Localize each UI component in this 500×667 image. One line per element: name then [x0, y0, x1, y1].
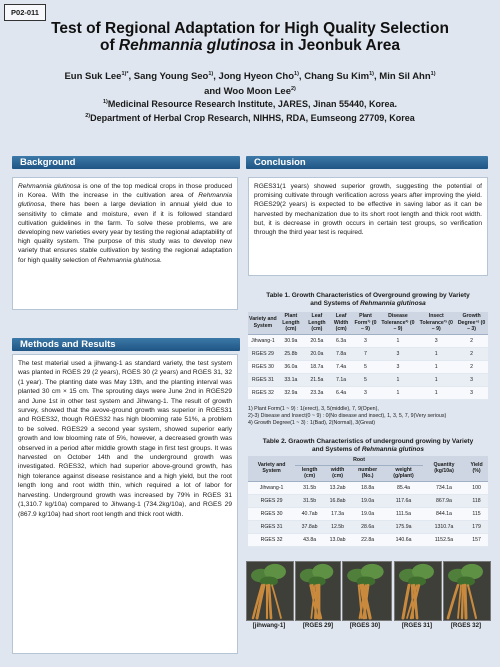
table1-header-cell: Variety and System [248, 312, 278, 334]
table2-variety-cell: RGES 31 [248, 520, 295, 533]
table-row [248, 360, 488, 373]
table2-cell: 175.9a [384, 520, 423, 533]
photo-label: [RGES 30] [349, 622, 381, 629]
table2-cell: 111.5a [384, 507, 423, 520]
table1-body [248, 334, 488, 399]
table1-cell: 1 [417, 373, 455, 386]
authors-line-1: Eun Suk Lee$^{1)*}$, Sang Young Seo$^{1)}$, Jong Hyeon Cho$^{1)}$, Chang Su Kim$^{1)}$, Min Sil Ahn$^{1)}$ [64, 71, 436, 83]
title-line-2-prefix: of [99, 37, 119, 54]
table1-cell: 2 [455, 347, 488, 360]
table-row [248, 386, 488, 399]
table1-cell: 23.3a [304, 386, 330, 399]
table-row [248, 507, 488, 520]
background-text-part: , there has been a large deviation in annual yield due to sensitivity to climate and moisture, even if it is followed standard cultivation guidelines in the farm. To solve these problems, we are developing new varieties every year by testing the regional adaptability of high quality system. The purpose of this study was to develop new variety that ensures stable cultivation by testing the regional adaptation for high quality selection of [18, 201, 232, 264]
affiliation-2-text: Department of Herbal Crop Research, NIHHS, RDA, Eumseong 27709, Korea [90, 113, 415, 123]
table2-cell: 734.1a [423, 481, 465, 494]
affiliation-1-text: Medicinal Resource Research Institute, JARES, Jinan 55440, Korea. [107, 99, 397, 109]
background-heading: Background [12, 156, 240, 169]
table1-cell: 20.5a [304, 334, 330, 347]
author-sup: 1) [369, 71, 375, 77]
table2-cell: 118 [465, 494, 488, 507]
table1-cell: 3 [378, 347, 417, 360]
table1-cell: 3 [352, 334, 378, 347]
table2-cell: 18.8a [351, 481, 384, 494]
table1-cell: 3 [417, 334, 455, 347]
root-photo [443, 561, 491, 621]
background-text-part: . [159, 256, 162, 264]
root-photo [246, 561, 294, 621]
table1-cell: 1 [378, 386, 417, 399]
title-line-2 [10, 37, 490, 54]
table2-cell: 19.0a [351, 494, 384, 507]
table1-header-cell: Leaf Length (cm) [304, 312, 330, 334]
background-text-part: is one of the top medical crops in those produced in Korea. With the increase in the cultivation area of [18, 183, 232, 200]
table1-variety-cell: RGES 32 [248, 386, 278, 399]
table1-cell: 7.8a [330, 347, 353, 360]
table2-caption-line-1: Table 2. Graowth Characteristics of underground growing by Variety [262, 438, 474, 445]
table1-cell: 20.0a [304, 347, 330, 360]
table1-cell: 3 [455, 373, 488, 386]
species-name: Rehmannia glutinosa [97, 256, 160, 264]
table2-cell: 1310.7a [423, 520, 465, 533]
table1-cell: 1 [378, 373, 417, 386]
table1-cell: 3 [352, 386, 378, 399]
table2-cell: 1152.5a [423, 533, 465, 546]
conclusion-text: RGES31(1 years) showed superior growth, suggesting the potential of promising cultivate through verification across years after improving the yield. RGES29(2 years) is expected to be effective in saving labor as it can be harvested by mechanization due to its short root length and thick root width. but, it is decrease in growth occurs in certain test groups, so verification through the third year test is required. [248, 177, 488, 276]
table2-header-quantity: Quantity (kg/10a) [423, 456, 465, 481]
table1-cell: 6.3a [330, 334, 353, 347]
root-photo [295, 561, 341, 621]
root-photo [342, 561, 392, 621]
table1-header-cell: Insect Tolerance³⁾ (0 – 9) [417, 312, 455, 334]
table1-header-cell: Disease Tolerance²⁾ (0 – 9) [378, 312, 417, 334]
table1-cell: 1 [378, 334, 417, 347]
table2-header-weight: weight (g/plant) [384, 465, 423, 481]
table2-cell: 31.5b [295, 481, 324, 494]
author-name: Chang Su Kim [304, 71, 370, 83]
table2-cell: 17.3a [324, 507, 351, 520]
table1-footnote-2: 2)-3) Disease and Insect(0 ~ 9) : 0(No disease and insect), 1, 3, 5, 7, 9(Very serious) [248, 413, 447, 419]
title-line-2-suffix: in Jeonbuk Area [275, 37, 400, 54]
table1-cell: 25.8b [278, 347, 304, 360]
table1-cell: 33.1a [278, 373, 304, 386]
table-row [248, 373, 488, 386]
table2-header-root-group: Root [295, 456, 423, 465]
table2-variety-cell: RGES 32 [248, 533, 295, 546]
author-sup: 1) [430, 71, 436, 77]
title-line-1: Test of Regional Adaptation for High Quality Selection [51, 20, 449, 37]
table2-cell: 140.6a [384, 533, 423, 546]
table2-header-length: length (cm) [295, 465, 324, 481]
authors-and: and [204, 86, 221, 98]
table1-caption-prefix: and Systems of [310, 300, 361, 307]
table1-variety-cell: RGES 31 [248, 373, 278, 386]
author-name: Eun Suk Lee [64, 71, 122, 83]
table1-caption-species: Rehmannia glutinosa [360, 300, 426, 307]
table2-cell: 157 [465, 533, 488, 546]
photo-label: [RGES 31] [401, 622, 433, 629]
table2 [248, 456, 488, 547]
table1-cell: 36.0a [278, 360, 304, 373]
table1-cell: 1 [417, 360, 455, 373]
table2-cell: 22.8a [351, 533, 384, 546]
author-sup: 1) [208, 71, 214, 77]
author-sup: 1) [294, 71, 299, 77]
table2-cell: 844.1a [423, 507, 465, 520]
table2-caption-line-2 [244, 446, 492, 454]
author-name: Jong Hyeon Cho [218, 71, 295, 83]
root-photo [394, 561, 442, 621]
table-row [248, 520, 488, 533]
table1-variety-cell: Jihwang-1 [248, 334, 278, 347]
table1-header-row [248, 312, 488, 334]
photo-label: [jihwang-1] [252, 622, 286, 629]
table1-header-cell: Plant Length (cm) [278, 312, 304, 334]
table2-cell: 100 [465, 481, 488, 494]
table1-cell: 32.9a [278, 386, 304, 399]
conclusion-heading: Conclusion [246, 156, 488, 169]
table2-variety-cell: RGES 29 [248, 494, 295, 507]
table1-header-cell: Growth Degree⁴⁾ (0 – 3) [455, 312, 488, 334]
table-row [248, 334, 488, 347]
photo-label: [RGES 29] [302, 622, 334, 629]
affiliation-2-sup: 2) [85, 113, 91, 119]
table1 [248, 312, 488, 400]
table1-variety-cell: RGES 30 [248, 360, 278, 373]
table1-footnotes [248, 406, 492, 427]
table1-cell: 7.4a [330, 360, 353, 373]
species-name: Rehmannia glutinosa [18, 192, 232, 209]
table2-cell: 115 [465, 507, 488, 520]
table2-header-width: width (cm) [324, 465, 351, 481]
table2-variety-cell: RGES 30 [248, 507, 295, 520]
table2-variety-cell: Jihwang-1 [248, 481, 295, 494]
title-species: Rehmannia glutinosa [118, 37, 276, 54]
author-name: Sang Young Seo [133, 71, 209, 83]
table2-cell: 19.0a [351, 507, 384, 520]
table-row [248, 347, 488, 360]
table1-cell: 1 [417, 347, 455, 360]
table1-caption-line-2 [244, 300, 492, 308]
table1-footnote-1: 1) Plant Form(1 ~ 9) : 1(erect), 3, 5(middle), 7, 9(Open), [248, 406, 379, 412]
table1-cell: 7.1a [330, 373, 353, 386]
table1-cell: 5 [352, 373, 378, 386]
table2-cell: 179 [465, 520, 488, 533]
affiliation-2 [10, 110, 490, 124]
table2-cell: 37.8ab [295, 520, 324, 533]
table1-variety-cell: RGES 29 [248, 347, 278, 360]
table2-caption-species: Rehmannia glutinos [361, 446, 424, 453]
table1-cell: 5 [352, 360, 378, 373]
table2-cell: 28.6a [351, 520, 384, 533]
table2-header-yield: Yield (%) [465, 456, 488, 481]
affiliations [10, 96, 490, 124]
table2-cell: 13.2ab [324, 481, 351, 494]
affiliation-1-sup: 1) [102, 99, 108, 105]
author-sup: 1)* [121, 71, 129, 77]
table2-group-header-row [248, 456, 488, 465]
table1-cell: 30.9a [278, 334, 304, 347]
table1-cell: 2 [455, 360, 488, 373]
table2-cell: 13.0ab [324, 533, 351, 546]
table2-cell: 117.6a [384, 494, 423, 507]
table1-cell: 18.7a [304, 360, 330, 373]
table1-caption-line-1: Table 1. Growth Characteristics of Overground growing by Variety [266, 292, 470, 299]
table1-caption [244, 292, 492, 308]
table2-cell: 16.8ab [324, 494, 351, 507]
species-name: Rehmannia glutinosa [18, 183, 81, 190]
table2-caption-prefix: and Systems of [312, 446, 362, 453]
table2-header-variety: Variety and System [248, 456, 295, 481]
table1-header-cell: Leaf Width (cm) [330, 312, 353, 334]
author-name: Min Sil Ahn [379, 71, 431, 83]
table1-cell: 21.5a [304, 373, 330, 386]
table2-header-number: number (No.) [351, 465, 384, 481]
table-row [248, 533, 488, 546]
author-sup: 2) [291, 86, 296, 93]
authors [10, 68, 490, 98]
table2-caption [244, 438, 492, 454]
affiliation-1 [10, 96, 490, 110]
table-row [248, 481, 488, 494]
background-text [12, 177, 238, 310]
table1-cell: 3 [455, 386, 488, 399]
poster-title [10, 20, 490, 54]
table2-cell: 43.8a [295, 533, 324, 546]
table2-body [248, 481, 488, 546]
table2-cell: 85.4a [384, 481, 423, 494]
methods-heading: Methods and Results [12, 338, 240, 351]
table2-cell: 12.5b [324, 520, 351, 533]
photo-label: [RGES 32] [450, 622, 482, 629]
table2-cell: 40.7ab [295, 507, 324, 520]
table1-footnote-3: 4) Growth Degree(1 ~ 3) : 1(Bad), 2(Normal), 3(Great) [248, 420, 376, 426]
table-row [248, 494, 488, 507]
author-name: Woo Moon Lee [223, 86, 291, 98]
poster-code: P02-011 [4, 4, 46, 21]
table2-cell: 31.5b [295, 494, 324, 507]
table1-header-cell: Plant Form¹⁾ (0 – 9) [354, 313, 377, 332]
table1-cell: 2 [455, 334, 488, 347]
methods-text: The test material used a jihwang-1 as standard variety, the test system was planted in RGES 29 (2 years), RGES 30 (2 years) and RGES 31, 32 (1 year). The planting date was May 13th, and the planting interval was planted 30 cm × 15 cm. The sprouting days were June 2nd in RGES29 and June 1st in other test system and Jihwang-1. The result of growth survey, showed that the avove-ground growth was superior in RGES31 and RGES32, though RGES32 has high blooming rate 51%, a problem to be solved. RGES29 a second year system, showed superior early growth and low blooming rate of 5%, however, a decreased growth was observed in a period after middle growth stage in first test groups. It was harvested on October 14th and the underground growth was investigated. RGES32, which had superior above-ground growth, has high tolerance against disease resistance and a high yield, but the root length long and root width thin, which required a lot of labor for harvesting. Underground growth was increased by 79% in RGES 31 (1,310.7 kg/10a) compared to Jihwang-1 (734.2kg/10a), and RGES 29 (867.9 kg/10a) had short root length and thick root width. [12, 354, 238, 654]
table2-cell: 867.9a [423, 494, 465, 507]
table1-cell: 7 [352, 347, 378, 360]
table1-cell: 3 [378, 360, 417, 373]
table1-cell: 1 [417, 386, 455, 399]
table1-cell: 6.4a [330, 386, 353, 399]
